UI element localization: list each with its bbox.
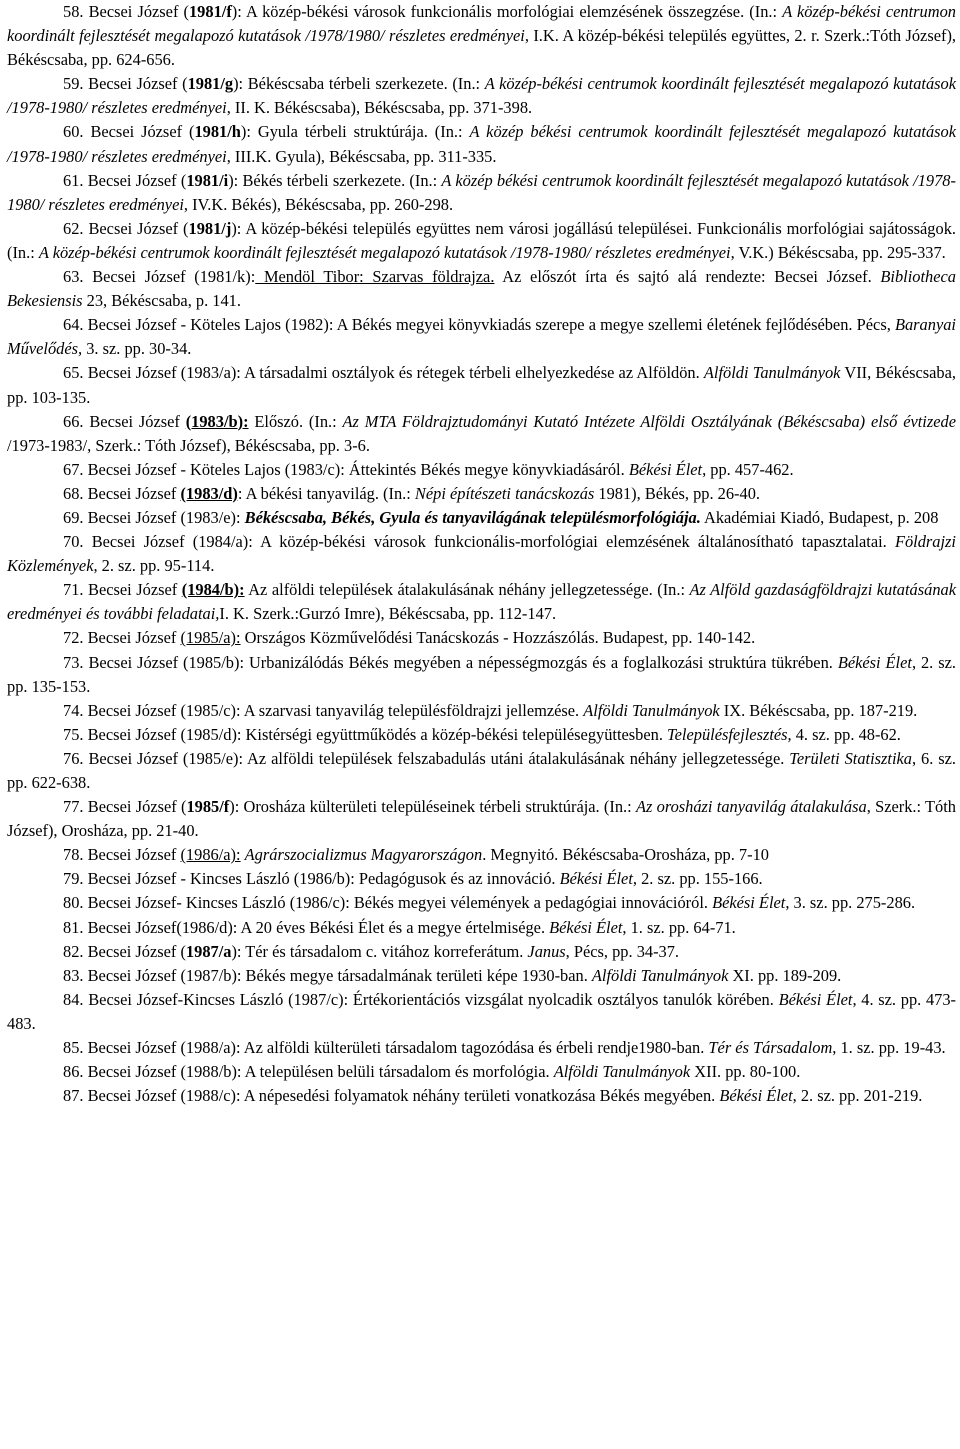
reference-text: /1973-1983/, Szerk.: Tóth József), Békéscsaba, pp. 3-6. xyxy=(7,435,370,455)
reference-text: 1981/h xyxy=(194,122,241,142)
reference-number: 62. xyxy=(63,218,84,238)
reference-entry xyxy=(7,988,956,1036)
reference-text: 1985/f xyxy=(186,797,230,817)
reference-number: 82. xyxy=(63,941,84,961)
reference-source-title: Az orosházi tanyavilág átalakulása xyxy=(635,797,867,817)
reference-entry xyxy=(7,169,956,217)
reference-text: , I.K. A közép-békési település együttes, 2. r. Szerk.:Tóth József), Békéscsaba, pp. 624-656. xyxy=(7,26,956,70)
reference-entry xyxy=(7,795,956,843)
reference-source-title: Agrárszocializmus Magyarországon xyxy=(244,845,483,865)
reference-source-title: Alföldi Tanulmányok xyxy=(591,965,729,985)
reference-number: 87. xyxy=(63,1086,84,1106)
reference-text: ): Orosháza külterületi településeinek térbeli struktúrája. (In.: xyxy=(229,797,636,817)
reference-text: , 3. sz. pp. 275-286. xyxy=(785,893,916,913)
reference-number: 61. xyxy=(63,170,84,190)
reference-number: 81. xyxy=(63,917,84,937)
reference-entry xyxy=(7,843,956,867)
reference-text: ): Békés térbeli szerkezete. (In.: xyxy=(228,170,442,190)
reference-text: : A békési tanyavilág. (In.: xyxy=(237,483,415,503)
reference-text: Becsei József - Köteles Lajos xyxy=(87,315,286,335)
reference-text: 1981/f xyxy=(188,2,232,21)
reference-text: XI. pp. 189-209. xyxy=(728,965,842,985)
reference-text: , pp. 457-462. xyxy=(702,459,794,479)
reference-number: 60. xyxy=(63,122,84,142)
reference-text: VII, Békéscsaba, pp. 103-135. xyxy=(7,363,956,407)
reference-text: . Megnyitó. Békéscsaba-Orosháza, pp. 7-10 xyxy=(482,845,769,865)
reference-entry xyxy=(7,964,956,988)
reference-source-title: Békési Élet xyxy=(778,989,853,1009)
reference-text: Becsei József xyxy=(88,580,182,600)
reference-text: Becsei József ( xyxy=(88,74,188,94)
reference-number: 73. xyxy=(63,652,84,672)
reference-source-title: Területi Statisztika xyxy=(789,748,912,768)
reference-source-title: Békési Élet xyxy=(549,917,623,937)
reference-entry xyxy=(7,1084,956,1108)
reference-text: Becsei József ( xyxy=(88,218,189,238)
reference-text: Az alföldi települések átalakulásának néhány jellegzetessége. (In.: xyxy=(244,580,690,600)
reference-text: Az előszót írta és sajtó alá rendezte: Becsei József. xyxy=(494,267,881,287)
reference-text: Becsei József (1985/c): A szarvasi tanyavilág településföldrajzi jellemzése. xyxy=(87,700,584,720)
reference-entry xyxy=(7,482,956,506)
reference-entry xyxy=(7,313,956,361)
reference-entry xyxy=(7,410,956,458)
reference-text: Becsei József (1983/a): A társadalmi osztályok és rétegek térbeli elhelyezkedése az Alföldön. xyxy=(87,363,704,383)
reference-text: Becsei József ( xyxy=(87,797,187,817)
reference-entry xyxy=(7,916,956,940)
reference-text: Becsei József- Kincses László (1986/c): Békés megyei vélemények a pedagógiai innovációról. xyxy=(87,893,713,913)
reference-text: 1987/a xyxy=(185,941,232,961)
reference-source-title: Alföldi Tanulmányok xyxy=(583,700,720,720)
reference-text: (1983/d) xyxy=(180,483,238,503)
reference-number: 77. xyxy=(63,797,84,817)
reference-text: XII. pp. 80-100. xyxy=(690,1062,801,1082)
reference-number: 65. xyxy=(63,363,84,383)
reference-entry xyxy=(7,867,956,891)
reference-text: (1985/a): xyxy=(180,628,241,648)
reference-text: , 6. sz. pp. 622-638. xyxy=(7,748,956,792)
reference-entry xyxy=(7,361,956,409)
reference-number: 84. xyxy=(63,989,84,1009)
reference-number: 64. xyxy=(63,315,84,335)
reference-text: Becsei József xyxy=(89,411,186,431)
reference-text: Becsei József ( xyxy=(87,170,187,190)
reference-source-title: A közép-békési centrumok koordinált fejlesztését megalapozó kutatások /1978-1980/ részletes eredményei xyxy=(38,242,731,262)
reference-text: 1981/i xyxy=(186,170,229,190)
reference-source-title: Földrajzi Közlemények xyxy=(7,532,956,576)
reference-text: Becsei József(1986/d): A 20 éves Békési Élet és a megye értelmisége. xyxy=(87,917,550,937)
reference-text: (1984/b): xyxy=(181,580,245,600)
reference-text: Becsei József ( xyxy=(90,122,195,142)
reference-text: , 4. sz. pp. 473- 483. xyxy=(7,989,957,1033)
reference-text: Becsei József-Kincses László (1987/c): Értékorientációs vizsgálat nyolcadik osztályos tanulók körében. xyxy=(88,989,779,1009)
reference-text: 1981/j xyxy=(188,218,232,238)
reference-entry xyxy=(7,265,956,313)
reference-text: Becsei József (1984/a): A közép-békési városok funkcionális-morfológiai elemzésének általánosítható tapasztalatai. xyxy=(91,532,895,552)
reference-entry xyxy=(7,120,956,168)
reference-text: Becsei József xyxy=(87,483,181,503)
reference-source-title: A közép békési centrumok koordinált fejlesztését megalapozó kutatások /1978-1980/ részletes eredményei xyxy=(7,170,956,214)
reference-text: , 1. sz. pp. 19-43. xyxy=(832,1038,946,1058)
reference-number: 78. xyxy=(63,845,84,865)
reference-text: Becsei József (1985/d): Kistérségi együttműködés a közép-békési településegyüttesben. xyxy=(87,724,668,744)
reference-number: 75. xyxy=(63,724,84,744)
reference-entry xyxy=(7,0,956,72)
reference-source-title: Településfejlesztés, xyxy=(667,724,792,744)
reference-entry xyxy=(7,723,956,747)
reference-text: ): Gyula térbeli struktúrája. (In.: xyxy=(240,122,470,142)
reference-text: Becsei József - Kincses László (1986/b): Pedagógusok és az innováció. xyxy=(87,869,560,889)
reference-number: 79. xyxy=(63,869,84,889)
reference-entry xyxy=(7,1036,956,1060)
reference-entry xyxy=(7,1060,956,1084)
reference-text: , II. K. Békéscsaba), Békéscsaba, pp. 371-398. xyxy=(226,98,533,118)
reference-text: 3. sz. pp. 30-34. xyxy=(82,339,192,359)
reference-text: Becsei József xyxy=(87,628,181,648)
reference-text: 1981/g xyxy=(187,74,234,94)
reference-source-title: A közép-békési centrumon koordinált fejlesztését megalapozó kutatások /1978/1980/ részletes eredményei xyxy=(7,2,956,46)
reference-source-title: A közép-békési centrumok koordinált fejlesztését megalapozó kutatások /1978-1980/ részletes eredményei xyxy=(7,74,956,118)
reference-number: 69. xyxy=(63,507,84,527)
reference-number: 66. xyxy=(63,411,84,431)
reference-source-title: Alföldi Tanulmányok xyxy=(703,363,841,383)
reference-entry xyxy=(7,747,956,795)
reference-text: ): A közép-békési település együttes nem városi jogállású települései. Funkcionális morfológiai sajátosságok. (In.: xyxy=(7,218,956,262)
reference-text: (1982): A Békés megyei könyvkiadás szerepe a megye szellemi életének fejlődésében. Pécs, xyxy=(285,315,895,335)
reference-text: (1983/b): xyxy=(185,411,249,431)
reference-number: 71. xyxy=(63,580,84,600)
reference-text: , III.K. Gyula), Békéscsaba, pp. 311-335. xyxy=(226,146,497,166)
reference-text: , Szerk.: Tóth József), Orosháza, pp. 21-40. xyxy=(7,797,956,841)
reference-text: Becsei József - Köteles Lajos (1983/c): Áttekintés Békés megye könyvkiadásáról. xyxy=(87,459,629,479)
reference-source-title: Janus xyxy=(527,941,566,961)
reference-number: 63. xyxy=(63,267,84,287)
reference-text: Akadémiai Kiadó, Budapest, p. 208 xyxy=(700,507,939,527)
reference-number: 59. xyxy=(63,74,84,94)
reference-text: , Pécs, pp. 34-37. xyxy=(565,941,680,961)
reference-text: Becsei József (1988/c): A népesedési folyamatok néhány területi vonatkozása Békés megyében. xyxy=(87,1086,720,1106)
reference-source-title: Békési Élet xyxy=(712,893,786,913)
reference-source-title: Az MTA Földrajztudományi Kutató Intézete Alföldi Osztályának (Békéscsaba) első évtizede xyxy=(342,411,956,431)
reference-text: , IV.K. Békés), Békéscsaba, pp. 260-298. xyxy=(183,194,454,214)
reference-text: Becsei József (1988/a): Az alföldi külterületi társadalom tagozódása és érbeli rendje1980-ban. xyxy=(87,1038,709,1058)
reference-source-title: Békési Élet xyxy=(628,459,703,479)
reference-entry xyxy=(7,72,956,120)
reference-source-title: Népi építészeti tanácskozás xyxy=(414,483,595,503)
reference-text: ): Békéscsaba térbeli szerkezete. (In.: xyxy=(233,74,485,94)
reference-text: Becsei József ( xyxy=(88,2,189,21)
reference-source-title: Az Alföld gazdaságföldrajzi kutatásának eredményei és további feladatai, xyxy=(7,580,956,624)
reference-text: ): A közép-békési városok funkcionális morfológiai elemzésének összegzése. (In.: xyxy=(231,2,783,21)
reference-source-title: A közép békési centrumok koordinált fejlesztését megalapozó kutatások /1978-1980/ részletes eredményei xyxy=(7,122,957,166)
reference-entry xyxy=(7,699,956,723)
reference-text: Becsei József (1988/b): A településen belüli társadalom és morfológia. xyxy=(87,1062,554,1082)
reference-text: 23, Békéscsaba, p. 141. xyxy=(82,291,241,311)
reference-entry xyxy=(7,578,956,626)
reference-text: Becsei József (1985/e): Az alföldi települések felszabadulás utáni átalakulásának néhány jellegzetessége. xyxy=(88,748,790,768)
reference-entry xyxy=(7,506,956,530)
reference-number: 83. xyxy=(63,965,84,985)
reference-number: 76. xyxy=(63,748,84,768)
reference-text: , 2. sz. pp. 135-153. xyxy=(7,652,956,696)
reference-text: 1981), Békés, pp. 26-40. xyxy=(594,483,761,503)
reference-text: ): Tér és társadalom c. vitához korreferátum. xyxy=(231,941,528,961)
reference-number: 67. xyxy=(63,459,84,479)
reference-source-title: Békési Élet xyxy=(559,869,633,889)
reference-text: IX. Békéscsaba, pp. 187-219. xyxy=(719,700,918,720)
reference-number: 74. xyxy=(63,700,84,720)
reference-entry xyxy=(7,891,956,915)
reference-text: , V.K.) Békéscsaba, pp. 295-337. xyxy=(730,242,946,262)
reference-number: 68. xyxy=(63,483,84,503)
reference-text: , 1. sz. pp. 64-71. xyxy=(622,917,736,937)
reference-text: Becsei József (1987/b): Békés megye társadalmának területi képe 1930-ban. xyxy=(87,965,592,985)
reference-number: 72. xyxy=(63,628,84,648)
reference-source-title: Békési Élet xyxy=(837,652,912,672)
reference-text: (1986/a): xyxy=(180,845,241,865)
reference-text: Mendöl Tibor: Szarvas földrajza. xyxy=(255,267,495,287)
reference-text: Becsei József (1985/b): Urbanizálódás Békés megyében a népességmozgás és a foglalkozási struktúra tükrében. xyxy=(88,652,838,672)
reference-entry xyxy=(7,530,956,578)
reference-number: 86. xyxy=(63,1062,84,1082)
reference-source-title: Baranyai Művelődés, xyxy=(7,315,956,359)
reference-source-title: Bibliotheca Bekesiensis xyxy=(7,267,956,311)
reference-text: 4. sz. pp. 48-62. xyxy=(791,724,901,744)
reference-number: 80. xyxy=(63,893,84,913)
reference-number: 70. xyxy=(63,532,84,552)
reference-text: Előszó. (In.: xyxy=(248,411,343,431)
reference-entry xyxy=(7,940,956,964)
reference-source-title: Békési Élet xyxy=(719,1086,793,1106)
reference-text: Becsei József xyxy=(87,845,181,865)
reference-text: I. K. Szerk.:Gurzó Imre), Békéscsaba, pp. 112-147. xyxy=(219,604,557,624)
reference-text: Becsei József ( xyxy=(87,941,186,961)
reference-number: 85. xyxy=(63,1038,84,1058)
reference-source-title: Alföldi Tanulmányok xyxy=(553,1062,691,1082)
reference-source-title: Tér és Társadalom xyxy=(708,1038,833,1058)
reference-text: Becsei József (1983/e): xyxy=(87,507,245,527)
reference-entry xyxy=(7,651,956,699)
reference-text: Országos Közművelődési Tanácskozás - Hozzászólás. Budapest, pp. 140-142. xyxy=(240,628,756,648)
reference-source-title: Békéscsaba, Békés, Gyula és tanyavilágának településmorfológiája. xyxy=(244,507,701,527)
reference-text: , 2. sz. pp. 155-166. xyxy=(632,869,763,889)
reference-text: , 2. sz. pp. 95-114. xyxy=(93,556,215,576)
reference-entry xyxy=(7,217,956,265)
reference-text: Becsei József (1981/k): xyxy=(92,267,256,287)
reference-number: 58. xyxy=(63,2,84,21)
reference-text: , 2. sz. pp. 201-219. xyxy=(792,1086,923,1106)
reference-entry xyxy=(7,626,956,650)
reference-entry xyxy=(7,458,956,482)
